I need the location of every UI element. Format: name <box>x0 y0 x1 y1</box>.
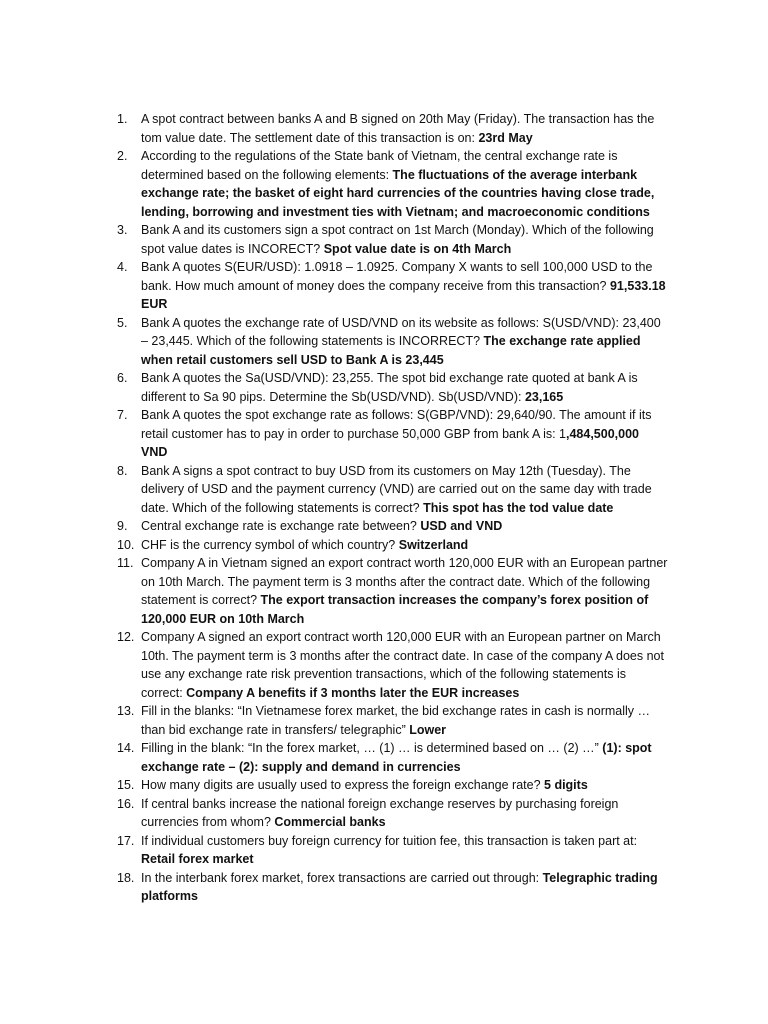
question-number: 16. <box>117 796 135 811</box>
question-number: 9. <box>117 519 128 533</box>
question-item <box>0 554 768 628</box>
question-item <box>0 702 768 739</box>
question-text: Fill in the blanks: “In Vietnamese forex market, the bid exchange rates in cash is normally … than bid exchange rate in transfers/ telegraphic” <box>141 704 651 737</box>
question-item <box>0 739 768 776</box>
answer-text: 91,533.18 EUR <box>141 278 666 311</box>
answer-text: 23,165 <box>524 389 564 404</box>
question-text: How many digits are usually used to express the foreign exchange rate? <box>141 778 545 792</box>
question-item <box>0 258 768 314</box>
question-item <box>0 795 768 832</box>
question-text: A spot contract between banks A and B signed on 20th May (Friday). The transaction has the tom value date. The settlement date of this transaction is on: <box>141 112 655 145</box>
question-number: 3. <box>117 223 128 237</box>
question-text: Central exchange rate is exchange rate between? <box>141 519 421 533</box>
question-item <box>0 832 768 869</box>
question-item <box>0 110 768 147</box>
question-item <box>0 314 768 370</box>
question-number: 4. <box>117 260 128 274</box>
question-text: In the interbank forex market, forex transactions are carried out through: <box>141 870 543 885</box>
answer-text: This spot has the tod value date <box>423 500 614 515</box>
question-number: 8. <box>117 463 128 478</box>
question-item <box>0 369 768 406</box>
answer-text: 23rd May <box>478 130 533 145</box>
question-item <box>0 147 768 221</box>
answer-text: ,484,500,000 VND <box>141 426 639 459</box>
answer-text: (1): spot exchange rate – (2): supply and demand in currencies <box>141 741 652 774</box>
question-number: 1. <box>117 112 128 126</box>
question-text: According to the regulations of the State bank of Vietnam, the central exchange rate is determined based on the following elements: <box>141 149 618 182</box>
question-text: If central banks increase the national foreign exchange reserves by purchasing foreign currencies from whom? <box>141 796 619 829</box>
question-number: 6. <box>117 371 128 385</box>
question-number: 5. <box>117 315 128 330</box>
question-item <box>0 776 768 795</box>
question-item <box>0 536 768 555</box>
question-text: Bank A quotes S(EUR/USD): 1.0918 – 1.0925. Company X wants to sell 100,000 USD to the bank. How much amount of money does the company receive from this transaction? <box>141 260 653 293</box>
question-item <box>0 462 768 518</box>
question-list <box>0 110 768 906</box>
question-item <box>0 869 768 906</box>
answer-text: The fluctuations of the average interbank exchange rate; the basket of eight hard currencies of the countries having close trade, lending, borrowing and investment ties with Vietnam; and macroeconomic conditions <box>141 167 655 219</box>
answer-text: Spot value date is on 4th March <box>323 241 512 256</box>
question-text: If individual customers buy foreign currency for tuition fee, this transaction is taken part at: <box>141 833 638 848</box>
question-text: CHF is the currency symbol of which country? <box>141 537 399 552</box>
question-text: Company A in Vietnam signed an export contract worth 120,000 EUR with an European partner on 10th March. The payment term is 3 months after the contract date. Which of the following statement is correct? <box>141 556 668 607</box>
question-number: 12. <box>117 630 135 644</box>
question-text: Filling in the blank: “In the forex market, … (1) … is determined based on … (2) …” <box>141 741 603 755</box>
answer-text: Lower <box>409 722 447 737</box>
question-text: Bank A signs a spot contract to buy USD from its customers on May 12th (Tuesday). The delivery of USD and the payment currency (VND) are carried out on the same day with trade date. Which of the following statements is correct? <box>141 463 652 515</box>
question-number: 11. <box>117 556 134 570</box>
question-item <box>0 221 768 258</box>
answer-text: Commercial banks <box>274 815 386 829</box>
question-number: 7. <box>117 408 128 422</box>
question-number: 2. <box>117 149 128 163</box>
question-number: 10. <box>117 537 135 552</box>
question-number: 14. <box>117 741 135 755</box>
question-text: Bank A quotes the exchange rate of USD/VND on its website as follows: S(USD/VND): 23,400 – 23,445. Which of the following statements is INCORRECT? <box>141 315 661 348</box>
answer-text: USD and VND <box>420 519 503 533</box>
question-item <box>0 517 768 536</box>
answer-text: Company A benefits if 3 months later the EUR increases <box>186 685 520 700</box>
answer-text: The export transaction increases the company’s forex position of 120,000 EUR on 10th March <box>141 593 649 626</box>
question-item <box>0 628 768 702</box>
question-text: Bank A and its customers sign a spot contract on 1st March (Monday). Which of the following spot value dates is INCORECT? <box>141 223 654 256</box>
question-number: 18. <box>117 870 135 885</box>
answer-text: Retail forex market <box>141 852 254 866</box>
question-number: 15. <box>117 778 135 792</box>
answer-text: Telegraphic trading platforms <box>141 870 658 903</box>
answer-text: 5 digits <box>544 778 588 792</box>
question-number: 17. <box>117 833 135 848</box>
question-number: 13. <box>117 704 135 718</box>
answer-text: The exchange rate applied when retail customers sell USD to Bank A is 23,445 <box>141 334 641 367</box>
question-text: Company A signed an export contract worth 120,000 EUR with an European partner on March 10th. The payment term is 3 months after the contract date. In case of the company A does not use any exchange rate risk prevention transactions, which of the following statements is correct: <box>141 630 664 700</box>
question-text: Bank A quotes the Sa(USD/VND): 23,255. The spot bid exchange rate quoted at bank A is different to Sa 90 pips. Determine the Sb(USD/VND). Sb(USD/VND): <box>141 371 638 404</box>
answer-text: Switzerland <box>398 537 469 552</box>
question-text: Bank A quotes the spot exchange rate as follows: S(GBP/VND): 29,640/90. The amount if its retail customer has to pay in order to purchase 50,000 GBP from bank A is: 1 <box>141 408 652 441</box>
question-item <box>0 406 768 462</box>
